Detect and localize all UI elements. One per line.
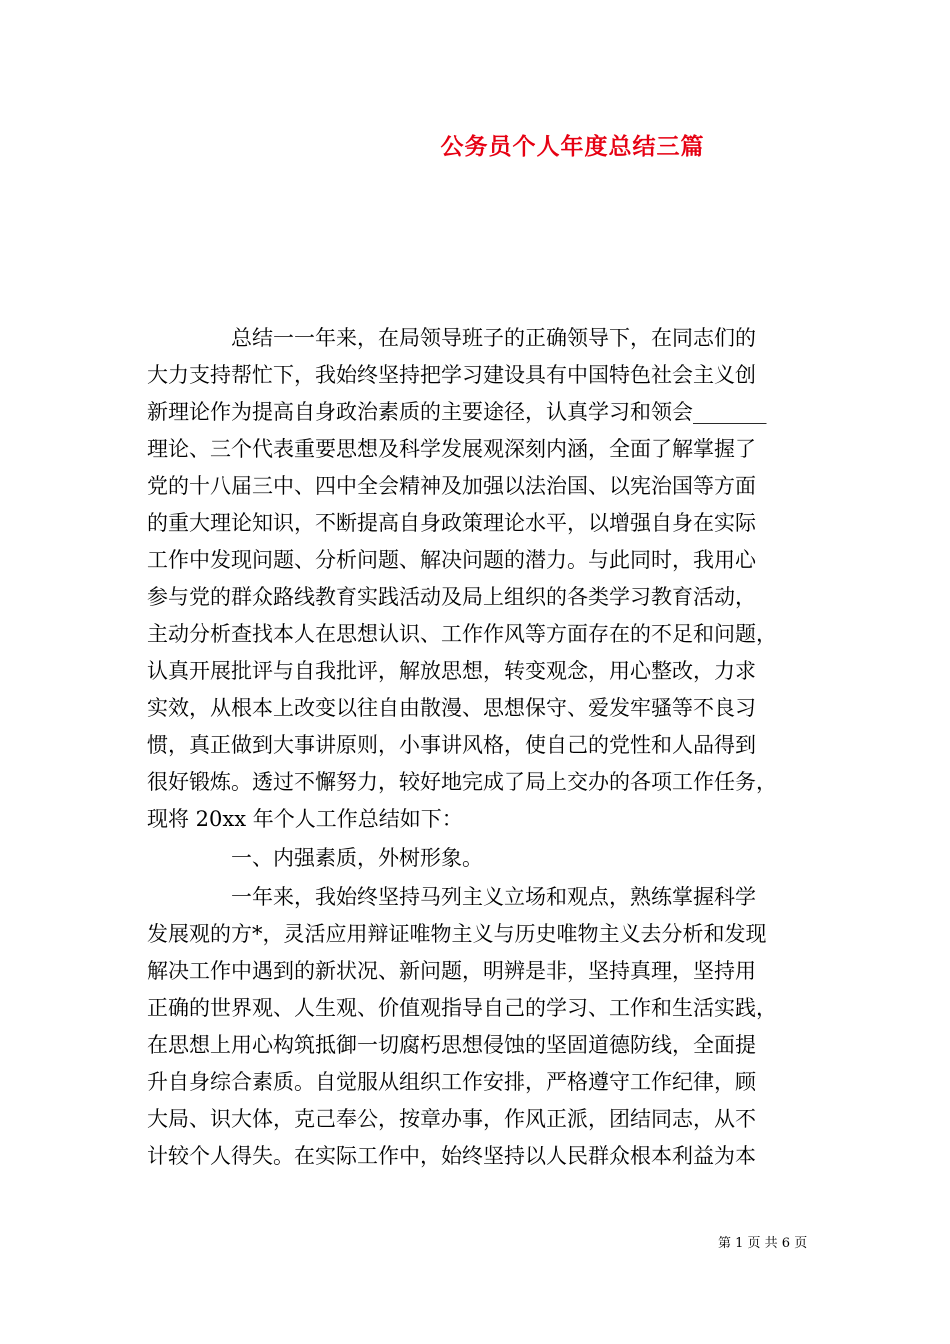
text-line: 理论、三个代表重要思想及科学发展观深刻内涵，全面了解掌握了 (147, 437, 756, 461)
text-line: 升自身综合素质。自觉服从组织工作安排，严格遵守工作纪律，顾 (147, 1070, 756, 1094)
text-line: 党的十八届三中、四中全会精神及加强以法治国、以宪治国等方面 (147, 474, 756, 498)
text-line: 大力支持帮忙下，我始终坚持把学习建设具有中国特色社会主义创 (147, 363, 756, 387)
section-heading: 一、内强素质，外树形象。 (147, 846, 483, 870)
text-line: 惯，真正做到大事讲原则，小事讲风格，使自己的党性和人品得到 (147, 733, 756, 757)
text-line: 认真开展批评与自我批评，解放思想，转变观念，用心整改，力求 (147, 659, 756, 683)
text-line: 主动分析查找本人在思想认识、工作作风等方面存在的不足和问题， (147, 622, 777, 646)
text-line: 工作中发现问题、分析问题、解决问题的潜力。与此同时，我用心 (147, 548, 756, 572)
text-line: 参与党的群众路线教育实践活动及局上组织的各类学习教育活动， (147, 585, 756, 609)
page-title: 公务员个人年度总结三篇 (440, 133, 705, 160)
text-line: 解决工作中遇到的新状况、新问题，明辨是非，坚持真理，坚持用 (147, 959, 756, 983)
text-line: 正确的世界观、人生观、价值观指导自己的学习、工作和生活实践， (147, 996, 777, 1020)
text-line: 一年来，我始终坚持马列主义立场和观点，熟练掌握科学 (147, 885, 756, 909)
text-line: 计较个人得失。在实际工作中，始终坚持以人民群众根本利益为本 (147, 1144, 756, 1168)
text-line: 新理论作为提高自身政治素质的主要途径，认真学习和领会_______ (147, 400, 767, 424)
text-line: 在思想上用心构筑抵御一切腐朽思想侵蚀的坚固道德防线，全面提 (147, 1033, 756, 1057)
text-line: 的重大理论知识，不断提高自身政策理论水平，以增强自身在实际 (147, 511, 756, 535)
text-line: 实效，从根本上改变以往自由散漫、思想保守、爱发牢骚等不良习 (147, 696, 756, 720)
text-line: 很好锻炼。透过不懈努力，较好地完成了局上交办的各项工作任务， (147, 770, 777, 794)
page-number-footer: 第 1 页 共 6 页 (718, 1236, 808, 1251)
text-line: 大局、识大体，克己奉公，按章办事，作风正派，团结同志，从不 (147, 1107, 756, 1131)
text-line: 发展观的方*，灵活应用辩证唯物主义与历史唯物主义去分析和发现 (147, 922, 767, 946)
text-line: 现将 20xx 年个人工作总结如下： (147, 807, 463, 831)
text-line: 总结一一年来，在局领导班子的正确领导下，在同志们的 (147, 326, 756, 350)
